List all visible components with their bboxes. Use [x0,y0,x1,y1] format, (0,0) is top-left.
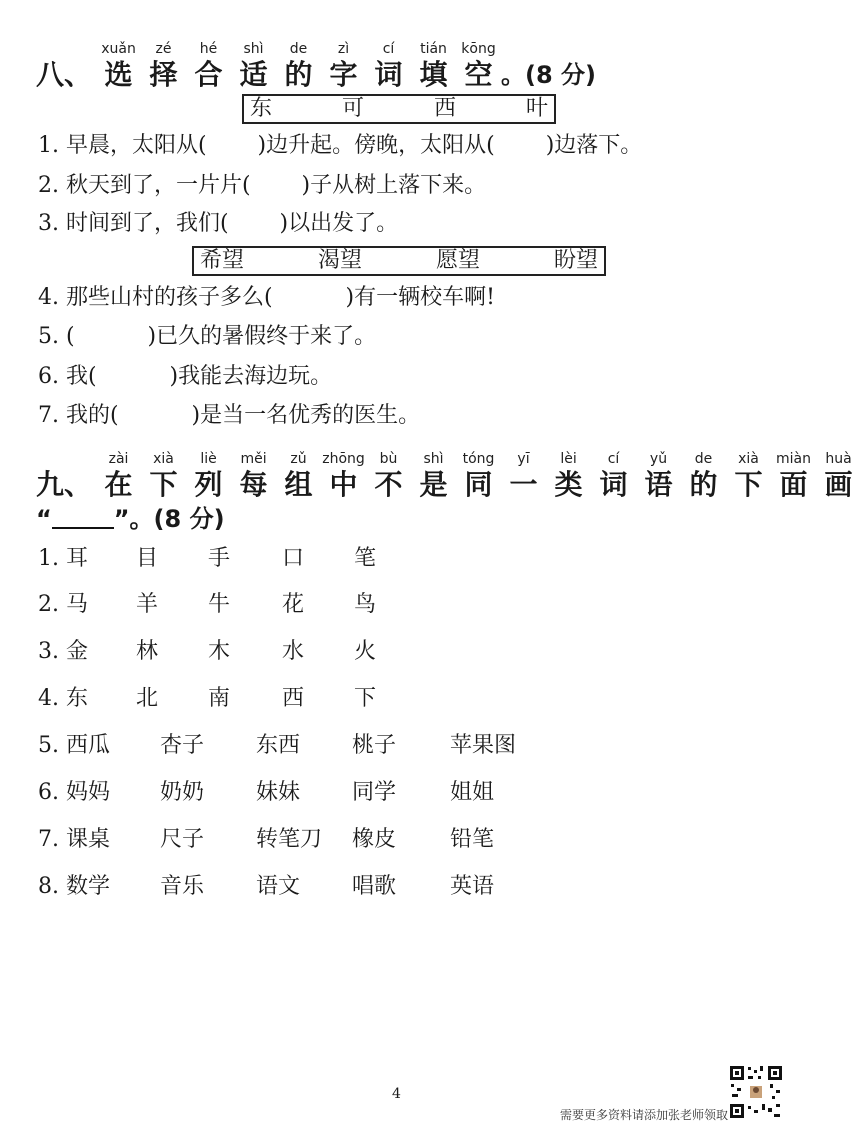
word-option[interactable]: 水 [282,639,305,664]
heading-char [96,450,141,502]
word-option[interactable]: 南 [208,686,231,711]
word-option[interactable]: 木 [208,639,231,664]
word-option[interactable]: 口 [282,546,305,571]
word-group-row [38,590,598,620]
open-quote: “ [36,505,52,533]
word-bank-item: 西 [433,96,456,121]
hanzi: 类 [554,468,583,501]
footer-note: 需要更多资料请添加张老师领取 [560,1108,729,1122]
word-option[interactable]: 语文 [256,874,301,899]
word-option[interactable]: 火 [354,639,377,664]
hanzi: 面 [779,468,808,501]
word-option[interactable]: 奶奶 [160,780,205,805]
pinyin: shì [243,41,264,57]
hanzi: 选 [104,58,133,91]
word-option[interactable]: 下 [354,686,377,711]
hanzi: 的 [689,468,718,501]
word-option[interactable]: 2. 马 [38,592,88,617]
heading-char [546,450,591,502]
hanzi: 中 [329,468,358,501]
heading-char [591,450,636,502]
pinyin: cí [382,41,395,57]
section-9-number: 九、 [36,468,93,501]
pinyin: de [694,451,713,467]
heading-char [816,450,861,502]
page-number: 4 [392,1086,401,1102]
word-bank-item: 叶 [525,96,548,121]
pinyin: shì [423,451,444,467]
hanzi: 词 [599,468,628,501]
word-group-row [38,731,598,761]
pinyin: yǔ [649,451,668,467]
pinyin: tóng [462,451,495,467]
hanzi: 画 [824,468,853,501]
word-option[interactable]: 1. 耳 [38,546,88,571]
section-8-number: 八、 [36,58,93,91]
heading-char [321,450,366,502]
word-group-row [38,872,598,902]
heading-char [456,450,501,502]
word-option[interactable]: 东西 [256,733,301,758]
question-4: 4. 那些山村的孩子多么( )有一辆校车啊! [38,285,495,310]
pinyin: bù [379,451,398,467]
word-bank-item: 东 [250,96,273,121]
pinyin: lèi [560,451,577,467]
question-3: 3. 时间到了，我们( )以出发了。 [38,211,399,236]
heading-char [411,40,456,92]
word-bank-2 [192,246,606,276]
heading-char [141,450,186,502]
heading-char [186,40,231,92]
hanzi: 合 [194,58,223,91]
word-option[interactable]: 5. 西瓜 [38,733,110,758]
question-5: 5. ( )已久的暑假终于来了。 [38,324,377,349]
word-option[interactable]: 同学 [352,780,397,805]
heading-char [96,40,141,92]
hanzi: 每 [239,468,268,501]
word-option[interactable]: 桃子 [352,733,397,758]
question-6: 6. 我( )我能去海边玩。 [38,364,333,389]
word-bank-1 [242,94,556,124]
word-option[interactable]: 花 [282,592,305,617]
pinyin: zì [337,41,350,57]
word-option[interactable]: 北 [136,686,159,711]
section-9-heading [36,450,861,502]
pinyin: zé [155,41,172,57]
pinyin: měi [240,451,267,467]
word-option[interactable]: 羊 [136,592,159,617]
pinyin: xià [153,451,174,467]
heading-char [276,40,321,92]
heading-char [231,450,276,502]
word-option[interactable]: 笔 [354,546,377,571]
hanzi: 填 [419,58,448,91]
hanzi: 语 [644,468,673,501]
word-bank-item: 愿望 [435,248,480,273]
hanzi: 列 [194,468,223,501]
pinyin: zhōng [322,451,365,467]
word-option[interactable]: 4. 东 [38,686,88,711]
word-option[interactable]: 妹妹 [256,780,301,805]
hanzi: 择 [149,58,178,91]
heading-char [321,40,366,92]
word-option[interactable]: 3. 金 [38,639,88,664]
word-option[interactable]: 杏子 [160,733,205,758]
word-group-row [38,778,598,808]
word-group-row [38,825,598,855]
word-option[interactable]: 西 [282,686,305,711]
hanzi: 组 [284,468,313,501]
word-option[interactable]: 林 [136,639,159,664]
pinyin: xuǎn [101,41,136,57]
question-1: 1. 早晨，太阳从( )边升起。傍晚，太阳从( )边落下。 [38,133,643,158]
hanzi: 空 [464,58,493,91]
hanzi: 下 [149,468,178,501]
pinyin: hé [199,41,218,57]
hanzi: 在 [104,468,133,501]
word-option[interactable]: 铅笔 [450,827,495,852]
hanzi: 一 [509,468,538,501]
question-2: 2. 秋天到了，一片片( )子从树上落下来。 [38,173,487,198]
word-option[interactable]: 橡皮 [352,827,397,852]
section-8-heading [36,40,596,92]
hanzi: 同 [464,468,493,501]
heading-char [231,40,276,92]
heading-char [456,40,501,92]
word-option[interactable]: 姐姐 [450,780,495,805]
question-7: 7. 我的( )是当一名优秀的医生。 [38,403,421,428]
pinyin: huà [825,451,852,467]
word-option[interactable]: 鸟 [354,592,377,617]
word-option[interactable]: 尺子 [160,827,205,852]
heading-char [411,450,456,502]
word-option[interactable]: 8. 数学 [38,874,110,899]
hanzi: 词 [374,58,403,91]
pinyin: de [289,41,308,57]
hanzi: 是 [419,468,448,501]
pinyin: cí [607,451,620,467]
word-bank-item: 渴望 [317,248,362,273]
pinyin: kōng [461,41,496,57]
word-bank-item: 可 [341,96,364,121]
word-option[interactable]: 目 [136,546,159,571]
heading-char [366,40,411,92]
hanzi: 适 [239,58,268,91]
word-option[interactable]: 转笔刀 [256,827,323,852]
heading-char [771,450,816,502]
section-9-heading-line2 [36,502,225,536]
heading-char [141,40,186,92]
word-bank-item: 希望 [200,248,245,273]
word-option[interactable]: 唱歌 [352,874,397,899]
word-bank-item: 盼望 [553,248,598,273]
heading-char [726,450,771,502]
word-option[interactable]: 手 [208,546,231,571]
hanzi: 的 [284,58,313,91]
word-option[interactable]: 英语 [450,874,495,899]
heading-char [276,450,321,502]
word-group-row [38,684,598,714]
word-group-row [38,544,598,574]
word-option[interactable]: 苹果图 [450,733,517,758]
pinyin: zài [108,451,129,467]
hanzi: 字 [329,58,358,91]
pinyin: tián [420,41,447,57]
pinyin: miàn [776,451,811,467]
heading-char [636,450,681,502]
hanzi: 不 [374,468,403,501]
heading-char [501,450,546,502]
word-option[interactable]: 音乐 [160,874,205,899]
pinyin: xià [738,451,759,467]
heading-char [186,450,231,502]
pinyin: yī [517,451,530,467]
pinyin: liè [200,451,217,467]
heading-char [681,450,726,502]
underline-sample [52,505,114,529]
section-9-score: ”。(8 分) [113,505,225,533]
qr-code-icon [728,1064,784,1120]
hanzi: 下 [734,468,763,501]
word-option[interactable]: 7. 课桌 [38,827,110,852]
word-option[interactable]: 牛 [208,592,231,617]
section-score: 。(8 分) [501,61,597,89]
word-option[interactable]: 6. 妈妈 [38,780,110,805]
heading-char [366,450,411,502]
word-group-row [38,637,598,667]
pinyin: zǔ [290,451,307,467]
